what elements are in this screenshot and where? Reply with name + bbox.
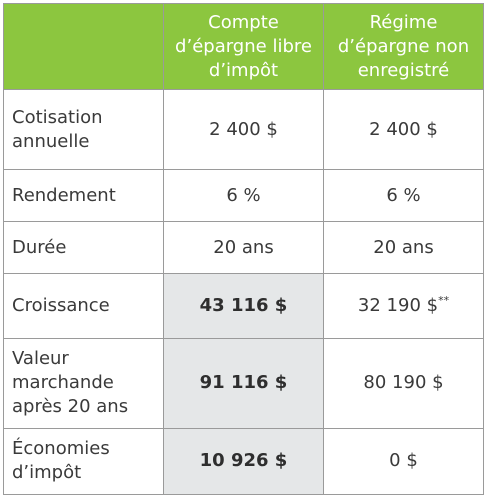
nonregistered-value — [324, 274, 484, 338]
header-nonregistered: Régime d’épargne non enregistré — [324, 4, 484, 90]
table-row — [4, 170, 484, 222]
nonregistered-amount: 2 400 $ — [369, 118, 438, 140]
nonregistered-amount: 80 190 $ — [363, 372, 444, 394]
table-row — [4, 338, 484, 428]
nonregistered-value — [324, 90, 484, 170]
nonregistered-value — [324, 222, 484, 274]
row-label: Durée — [4, 222, 164, 274]
nonregistered-amount: 0 $ — [389, 450, 418, 472]
comparison-table-container — [3, 3, 483, 495]
footnote-marker: ** — [438, 294, 450, 308]
row-label: Rendement — [4, 170, 164, 222]
table-row — [4, 274, 484, 338]
header-corner-cell — [4, 4, 164, 90]
tfsa-value-highlighted: 43 116 $ — [164, 274, 324, 338]
table-row — [4, 90, 484, 170]
comparison-table — [3, 3, 484, 495]
tfsa-value: 2 400 $ — [164, 90, 324, 170]
table-row — [4, 428, 484, 494]
tfsa-value-highlighted: 10 926 $ — [164, 428, 324, 494]
nonregistered-value — [324, 428, 484, 494]
row-label: Croissance — [4, 274, 164, 338]
row-label: Économies d’impôt — [4, 428, 164, 494]
nonregistered-value — [324, 338, 484, 428]
row-label: Cotisation annuelle — [4, 90, 164, 170]
header-row — [4, 4, 484, 90]
tfsa-value: 6 % — [164, 170, 324, 222]
nonregistered-value — [324, 170, 484, 222]
tfsa-value: 20 ans — [164, 222, 324, 274]
nonregistered-amount: 6 % — [386, 184, 421, 206]
table-row — [4, 222, 484, 274]
row-label: Valeur marchande après 20 ans — [4, 338, 164, 428]
nonregistered-amount: 20 ans — [373, 236, 434, 258]
header-tfsa: Compte d’épargne libre d’impôt — [164, 4, 324, 90]
nonregistered-amount: 32 190 $ — [357, 295, 439, 317]
tfsa-value-highlighted: 91 116 $ — [164, 338, 324, 428]
